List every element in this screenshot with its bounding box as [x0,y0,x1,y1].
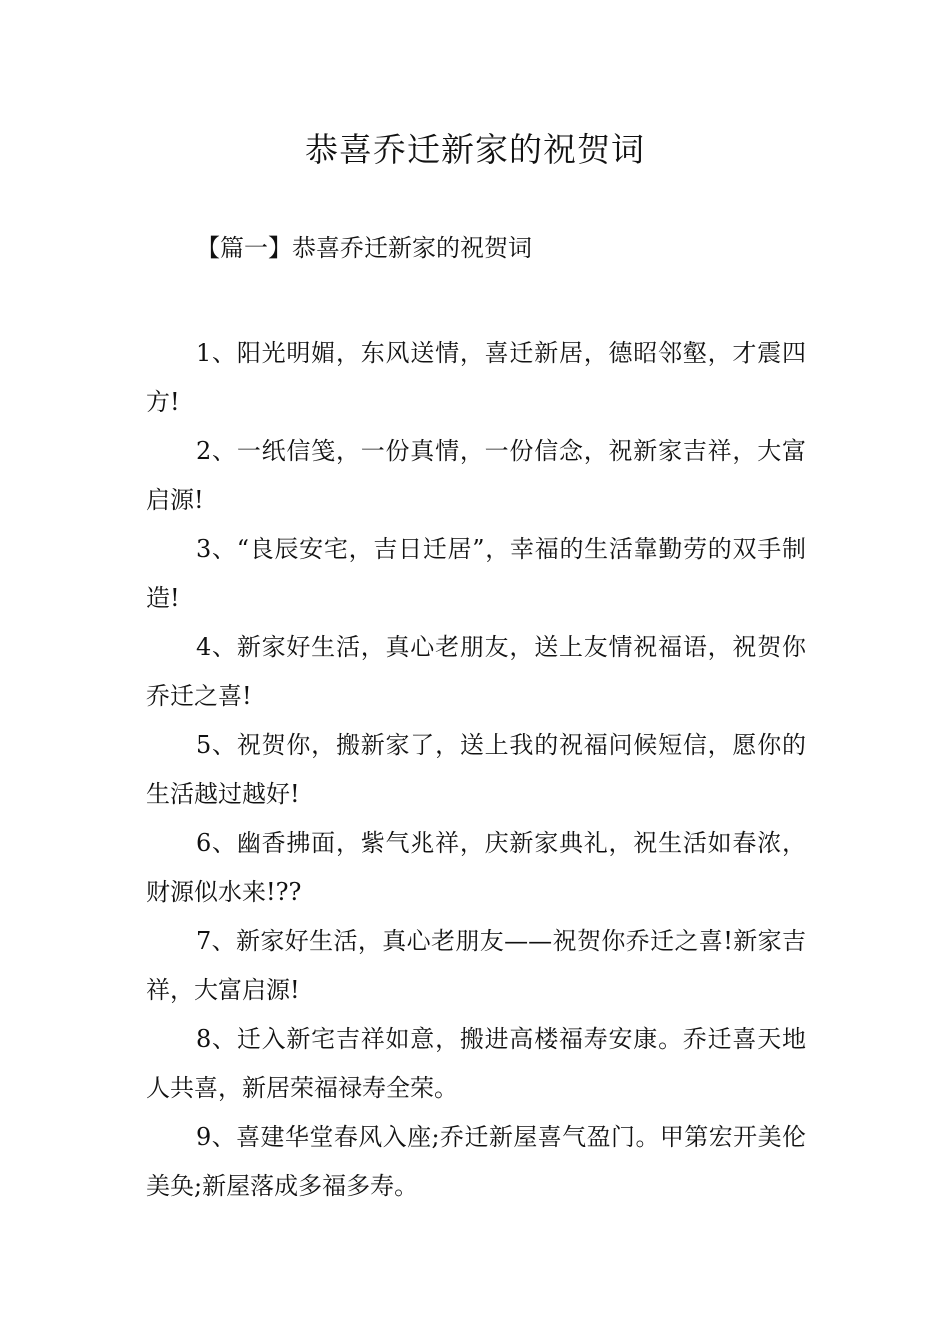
greeting-item: 3、“良辰安宅，吉日迁居”，幸福的生活靠勤劳的双手制造! [146,535,806,612]
greeting-item: 7、新家好生活，真心老朋友——祝贺你乔迁之喜!新家吉祥，大富启源! [146,927,806,1004]
greeting-item: 9、喜建华堂春风入座;乔迁新屋喜气盈门。甲第宏开美伦美奂;新屋落成多福多寿。 [146,1123,806,1200]
greeting-list [146,329,806,1211]
greeting-item: 8、迁入新宅吉祥如意，搬进高楼福寿安康。乔迁喜天地人共喜，新居荣福禄寿全荣。 [146,1025,806,1102]
greeting-item: 1、阳光明媚，东风送情，喜迁新居，德昭邻壑，才震四方! [146,339,806,416]
greeting-item: 2、一纸信笺，一份真情，一份信念，祝新家吉祥，大富启源! [146,437,806,514]
section-heading: 【篇一】恭喜乔迁新家的祝贺词 [196,234,532,262]
greeting-item: 6、幽香拂面，紫气兆祥，庆新家典礼，祝生活如春浓，财源似水来!?? [146,829,806,906]
greeting-item: 4、新家好生活，真心老朋友，送上友情祝福语，祝贺你乔迁之喜! [146,633,806,710]
document-title: 恭喜乔迁新家的祝贺词 [305,130,645,169]
greeting-item: 5、祝贺你，搬新家了，送上我的祝福问候短信，愿你的生活越过越好! [146,731,806,808]
